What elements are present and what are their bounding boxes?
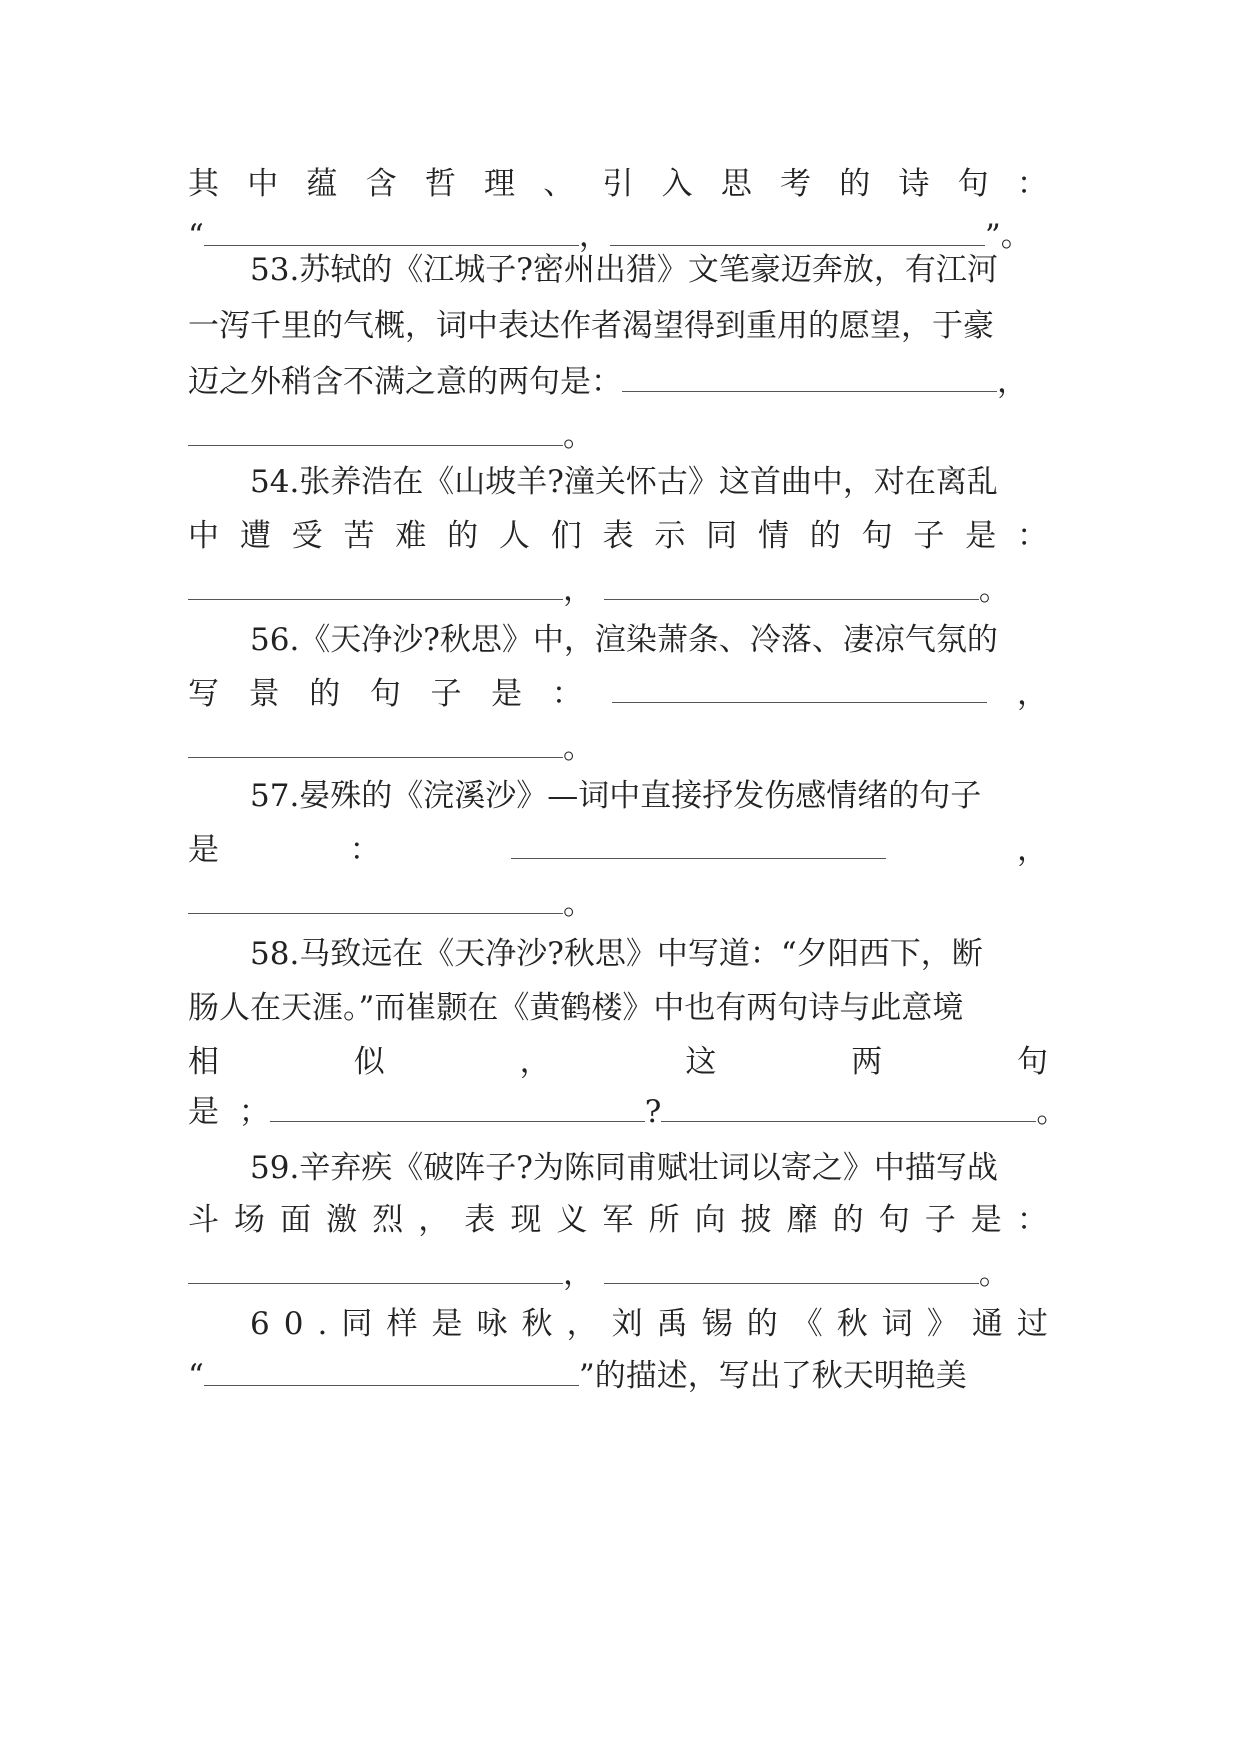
char: 现 (510, 1202, 542, 1238)
semicolon: ； (238, 1094, 270, 1130)
char: 《 (791, 1306, 823, 1342)
q56-line-1: 56.《天净沙?秋思》中，渲染萧条、冷落、凄凉气氛的 (250, 622, 998, 658)
char: 斗 (188, 1202, 219, 1238)
char: 禹 (656, 1306, 688, 1342)
char: 子 (913, 518, 945, 554)
char: 子 (924, 1202, 956, 1238)
answer-blank[interactable] (511, 828, 886, 859)
char: ： (1016, 1202, 1048, 1238)
char: 句 (957, 166, 989, 202)
char: ， (566, 1306, 598, 1342)
char: 表 (602, 518, 634, 554)
char: 理 (484, 166, 516, 202)
char: 是 (965, 518, 997, 554)
char: 是 (970, 1202, 1002, 1238)
q58-line-4 (188, 1090, 1068, 1134)
period: 。 (978, 1256, 1010, 1292)
char: 、 (543, 166, 575, 202)
comma: ， (563, 1256, 594, 1292)
q59-line-1: 59.辛弃疾《破阵子?为陈同甫赋壮词以寄之》中描写战 (250, 1150, 998, 1186)
char: 披 (740, 1202, 772, 1238)
char: 的 (309, 676, 341, 712)
char: 示 (654, 518, 686, 554)
char: 是 (491, 676, 523, 712)
char: 表 (464, 1202, 496, 1238)
close-quote: ”。 (984, 218, 1032, 254)
answer-blank[interactable] (204, 215, 579, 246)
char: 哲 (424, 166, 456, 202)
colon: ： (349, 832, 381, 868)
char: 刘 (611, 1306, 643, 1342)
char: 引 (602, 166, 634, 202)
char: 词 (881, 1306, 913, 1342)
answer-blank[interactable] (622, 361, 997, 392)
q53-line-2: 一泻千里的气概，词中表达作者渴望得到重用的愿望，于豪 (188, 308, 994, 344)
question-mark: ? (644, 1094, 662, 1130)
comma: ， (578, 218, 610, 254)
line-philosophy-prompt (188, 162, 1048, 206)
char: 诗 (898, 166, 930, 202)
char: 人 (498, 518, 530, 554)
answer-blank[interactable] (610, 215, 985, 246)
char: . (317, 1306, 328, 1342)
char: 遭 (239, 518, 271, 554)
q59-line-3 (188, 1252, 1048, 1296)
open-quote: “ (188, 218, 204, 254)
answer-blank[interactable] (188, 883, 563, 914)
char: 情 (757, 518, 789, 554)
char: 中 (188, 518, 219, 554)
char: 思 (720, 166, 752, 202)
char: 的 (447, 518, 479, 554)
char: ， (418, 1202, 450, 1238)
period: 。 (563, 418, 594, 454)
q56-line-3 (188, 726, 1048, 770)
char: 的 (746, 1306, 778, 1342)
comma: ， (1016, 832, 1048, 868)
char: 通 (971, 1306, 1003, 1342)
char: 们 (550, 518, 582, 554)
period: 。 (1036, 1094, 1068, 1130)
q54-line-2 (188, 514, 1048, 558)
char: 咏 (476, 1306, 508, 1342)
char: 句 (369, 676, 401, 712)
word: 相 (188, 1044, 219, 1080)
char: 的 (839, 166, 871, 202)
char: 过 (1016, 1306, 1048, 1342)
char: 蕴 (306, 166, 338, 202)
char: 军 (602, 1202, 634, 1238)
char: 同 (706, 518, 738, 554)
q57-line-3 (188, 882, 1048, 926)
q54-line-1: 54.张养浩在《山坡羊?潼关怀古》这首曲中，对在离乱 (250, 464, 998, 500)
comma: ， (563, 572, 594, 608)
answer-blank[interactable] (204, 1355, 579, 1386)
char: 锡 (701, 1306, 733, 1342)
char: ： (1016, 166, 1048, 202)
word: 句 (1016, 1044, 1048, 1080)
char: 秋 (521, 1306, 553, 1342)
q53-line-3 (188, 360, 1048, 404)
char: 的 (809, 518, 841, 554)
q60-line-2 (188, 1354, 1048, 1398)
open-quote: “ (188, 1358, 204, 1394)
word: 似 (353, 1044, 385, 1080)
answer-blank[interactable] (661, 1091, 1036, 1122)
period: 。 (563, 730, 594, 766)
answer-blank[interactable] (612, 672, 987, 703)
answer-blank[interactable] (188, 415, 563, 446)
char: ： (1017, 518, 1048, 554)
q60-line-1 (250, 1302, 1048, 1346)
q58-line-1: 58.马致远在《天净沙?秋思》中写道：“夕阳西下，断 (250, 936, 983, 972)
char: 义 (556, 1202, 588, 1238)
word: 是 (188, 1094, 219, 1130)
q60-text: ”的描述，写出了秋天明艳美 (578, 1358, 967, 1394)
char: 景 (248, 676, 280, 712)
char: 场 (234, 1202, 266, 1238)
comma: ， (1017, 676, 1048, 712)
answer-blank[interactable] (188, 569, 563, 600)
char: 的 (832, 1202, 864, 1238)
q53-line-1: 53.苏轼的《江城子?密州出猎》文笔豪迈奔放，有江河 (250, 252, 998, 288)
answer-blank[interactable] (188, 1253, 563, 1284)
word: 是 (188, 832, 219, 868)
comma: ， (997, 364, 1028, 400)
char: 含 (365, 166, 397, 202)
q53-prompt: 迈之外稍含不满之意的两句是： (188, 364, 622, 400)
char: 苦 (343, 518, 375, 554)
word: 这 (685, 1044, 717, 1080)
char: 中 (247, 166, 279, 202)
char: 0 (283, 1306, 304, 1342)
word: 两 (851, 1044, 883, 1080)
answer-blank[interactable] (188, 727, 563, 758)
char: ： (551, 676, 583, 712)
comma: ， (519, 1044, 551, 1080)
answer-blank[interactable] (604, 569, 979, 600)
char: 向 (694, 1202, 726, 1238)
q58-line-3 (188, 1040, 1048, 1084)
q56-line-2 (188, 672, 1048, 716)
char: 子 (430, 676, 462, 712)
q53-line-4 (188, 414, 1048, 458)
char: 所 (648, 1202, 680, 1238)
char: 是 (431, 1306, 463, 1342)
char: 靡 (786, 1202, 818, 1238)
char: 句 (878, 1202, 910, 1238)
char: 写 (188, 676, 219, 712)
q58-line-2: 肠人在天涯。”而崔颢在《黄鹤楼》中也有两句诗与此意境 (188, 990, 964, 1026)
period: 。 (978, 572, 1010, 608)
char: 6 (250, 1306, 270, 1342)
char: 秋 (836, 1306, 868, 1342)
answer-blank[interactable] (270, 1091, 645, 1122)
char: 难 (395, 518, 427, 554)
char: 考 (780, 166, 812, 202)
char: 其 (188, 166, 219, 202)
char: 样 (386, 1306, 418, 1342)
q54-line-3 (188, 568, 1048, 612)
q57-line-2 (188, 828, 1048, 872)
char: 入 (661, 166, 693, 202)
char: 面 (280, 1202, 312, 1238)
q57-line-1: 57.晏殊的《浣溪沙》—词中直接抒发伤感情绪的句子 (250, 778, 982, 814)
answer-blank[interactable] (604, 1253, 979, 1284)
q59-line-2 (188, 1198, 1048, 1242)
period: 。 (563, 886, 594, 922)
char: 激 (326, 1202, 358, 1238)
char: 烈 (372, 1202, 404, 1238)
char: 同 (341, 1306, 373, 1342)
char: 》 (926, 1306, 958, 1342)
char: 受 (291, 518, 323, 554)
char: 句 (861, 518, 893, 554)
